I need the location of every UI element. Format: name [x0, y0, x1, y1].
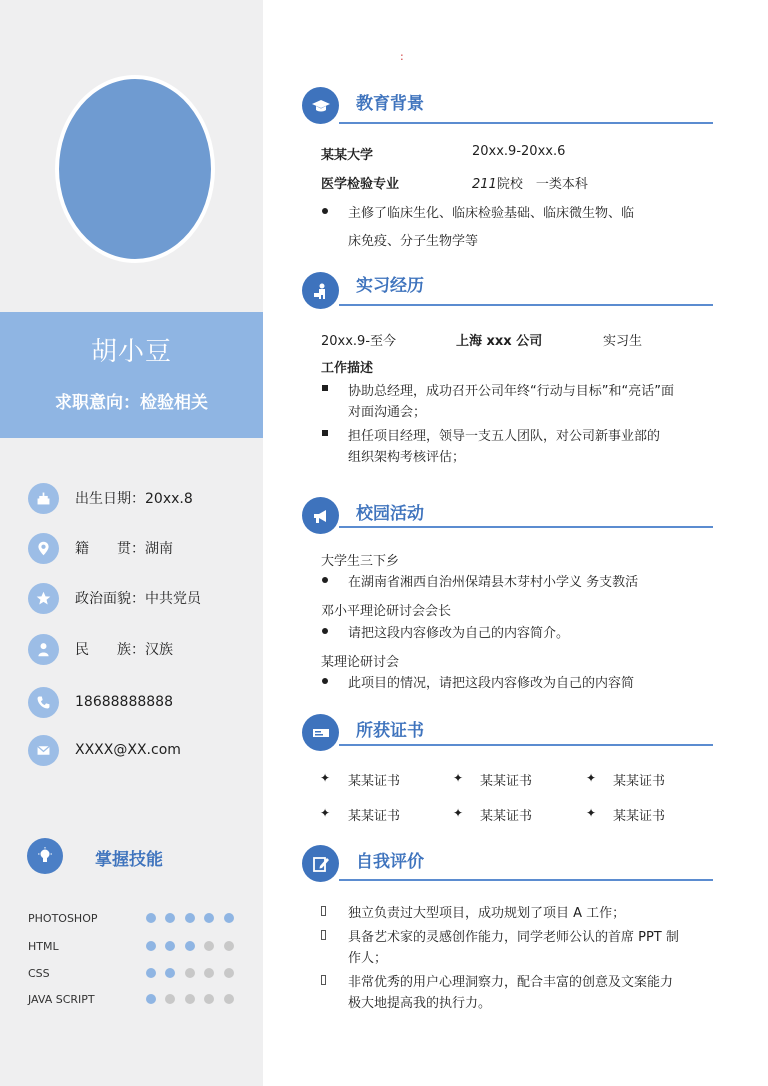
skill-dot-empty: [224, 994, 234, 1004]
megaphone-icon: [302, 497, 339, 534]
ethnicity-text: 民 族：汉族: [75, 642, 173, 658]
edit-icon: [302, 845, 339, 882]
info-political: [28, 582, 201, 614]
star-bullet-icon: ✦: [586, 806, 597, 820]
bullet-dot: [322, 577, 328, 583]
campus-activity-name: 大学生三下乡: [321, 554, 400, 569]
bullet-box: [321, 906, 326, 916]
graduation-cap-icon: [302, 87, 339, 124]
certificate-item: 某某证书: [348, 809, 401, 824]
skill-dot-empty: [224, 968, 234, 978]
skill-dot-filled: [224, 913, 234, 923]
lightbulb-icon: [27, 838, 63, 874]
section-divider: [339, 304, 713, 306]
internship-company: 上海 xxx 公司: [456, 334, 543, 349]
certificate-item: 某某证书: [613, 774, 666, 789]
profile-photo: [55, 75, 215, 263]
phone-text: 18688888888: [75, 694, 173, 710]
internship-period: 20xx.9-至今: [321, 334, 397, 349]
certificate-item: 某某证书: [480, 809, 533, 824]
info-email: [28, 734, 181, 766]
skill-dot-filled: [165, 968, 175, 978]
candidate-name: 胡小豆: [90, 337, 172, 367]
skill-row: [28, 910, 243, 926]
work-item-2-line-1: 担任项目经理，领导一支五人团队，对公司新事业部的: [348, 429, 661, 444]
star-bullet-icon: ✦: [453, 806, 464, 820]
work-description-title: 工作描述: [321, 361, 374, 376]
self-eval-line: 极大地提高我的执行力。: [348, 996, 492, 1011]
school-level-num: 211: [472, 177, 497, 192]
work-item-1-line-2: 对面沟通会；: [348, 405, 427, 420]
star-bullet-icon: ✦: [586, 771, 597, 785]
skill-dot-empty: [204, 968, 214, 978]
campus-activity-name: 某理论研讨会: [321, 655, 400, 670]
section-divider: [339, 526, 713, 528]
star-bullet-icon: ✦: [320, 806, 331, 820]
school-level-text: 院校 一类本科: [496, 177, 588, 192]
skill-name: HTML: [28, 939, 59, 953]
campus-activity-desc: 在湖南省湘西自治州保靖县木芽村小学义 务支教活: [348, 575, 639, 590]
bullet-box: [321, 975, 326, 985]
skill-dot-filled: [165, 913, 175, 923]
skill-level: [146, 968, 244, 978]
courses-line-1: 主修了临床生化、临床检验基础、临床微生物、临: [348, 206, 635, 221]
skill-level: [146, 913, 244, 923]
cake-icon: [28, 483, 59, 514]
skill-dot-filled: [185, 941, 195, 951]
skill-dot-empty: [204, 994, 214, 1004]
certificate-icon: [302, 714, 339, 751]
skill-row: [28, 938, 243, 954]
bullet-square: [322, 385, 328, 391]
skill-name: JAVA SCRIPT: [28, 992, 95, 1006]
certificates-heading: 所获证书: [356, 721, 424, 741]
education-heading: 教育背景: [356, 94, 424, 114]
skill-level: [146, 994, 244, 1004]
info-birthdate: [28, 482, 193, 514]
bullet-square: [322, 430, 328, 436]
certificate-item: 某某证书: [613, 809, 666, 824]
skill-row: [28, 991, 243, 1007]
section-divider: [339, 879, 713, 881]
star-bullet-icon: ✦: [453, 771, 464, 785]
section-divider: [339, 744, 713, 746]
campus-activity-desc: 此项目的情况，请把这段内容修改为自己的内容简: [348, 676, 635, 691]
campus-activity-name: 邓小平理论研讨会会长: [321, 604, 452, 619]
section-divider: [339, 122, 713, 124]
info-phone: [28, 686, 173, 718]
certificate-item: 某某证书: [480, 774, 533, 789]
skill-dot-filled: [146, 941, 156, 951]
skill-name: PHOTOSHOP: [28, 911, 98, 925]
worker-icon: [302, 272, 339, 309]
skill-row: [28, 965, 243, 981]
job-intent: 求职意向：检验相关: [55, 393, 208, 413]
star-bullet-icon: ✦: [320, 771, 331, 785]
skill-name: CSS: [28, 966, 50, 980]
internship-role: 实习生: [603, 334, 643, 349]
self-eval-line: 独立负责过大型项目，成功规划了项目 A 工作；: [348, 906, 626, 921]
political-text: 政治面貌：中共党员: [75, 591, 201, 607]
birthdate-text: 出生日期：20xx.8: [75, 491, 193, 507]
skill-dot-filled: [185, 913, 195, 923]
self-eval-line: 具备艺术家的灵感创作能力，同学老师公认的首席 PPT 制: [348, 930, 679, 945]
work-item-2-line-2: 组织架构考核评估；: [348, 450, 466, 465]
skill-dot-filled: [146, 968, 156, 978]
campus-heading: 校园活动: [356, 504, 424, 524]
person-icon: [28, 634, 59, 665]
certificate-item: 某某证书: [348, 774, 401, 789]
skill-level: [146, 941, 244, 951]
major: 医学检验专业: [321, 177, 400, 192]
stray-mark: :: [400, 50, 404, 63]
skill-dot-filled: [146, 913, 156, 923]
skill-dot-empty: [224, 941, 234, 951]
bullet-dot: [322, 678, 328, 684]
skill-dot-empty: [204, 941, 214, 951]
study-period: 20xx.9-20xx.6: [472, 144, 566, 159]
bullet-box: [321, 930, 326, 940]
skill-dot-filled: [204, 913, 214, 923]
email-text: XXXX@XX.com: [75, 742, 181, 758]
bullet-dot: [322, 208, 328, 214]
skill-dot-empty: [165, 994, 175, 1004]
self-eval-heading: 自我评价: [356, 852, 424, 872]
self-eval-line: 非常优秀的用户心理洞察力，配合丰富的创意及文案能力: [348, 975, 674, 990]
hometown-text: 籍 贯：湖南: [75, 541, 173, 557]
mail-icon: [28, 735, 59, 766]
location-pin-icon: [28, 533, 59, 564]
info-hometown: [28, 532, 173, 564]
star-icon: [28, 583, 59, 614]
campus-activity-desc: 请把这段内容修改为自己的内容简介。: [348, 626, 570, 641]
work-item-1-line-1: 协助总经理，成功召开公司年终“行动与目标”和“亮话”面: [348, 384, 674, 399]
self-eval-line: 作人；: [348, 951, 388, 966]
skill-dot-empty: [185, 994, 195, 1004]
skills-heading: 掌握技能: [95, 850, 163, 870]
internship-heading: 实习经历: [356, 276, 424, 296]
skill-dot-empty: [185, 968, 195, 978]
phone-icon: [28, 687, 59, 718]
info-ethnicity: [28, 633, 173, 665]
skill-dot-filled: [165, 941, 175, 951]
skill-dot-filled: [146, 994, 156, 1004]
school-name: 某某大学: [321, 148, 374, 163]
bullet-dot: [322, 628, 328, 634]
school-level: [472, 173, 588, 192]
courses-line-2: 床免疫、分子生物学等: [348, 234, 479, 249]
